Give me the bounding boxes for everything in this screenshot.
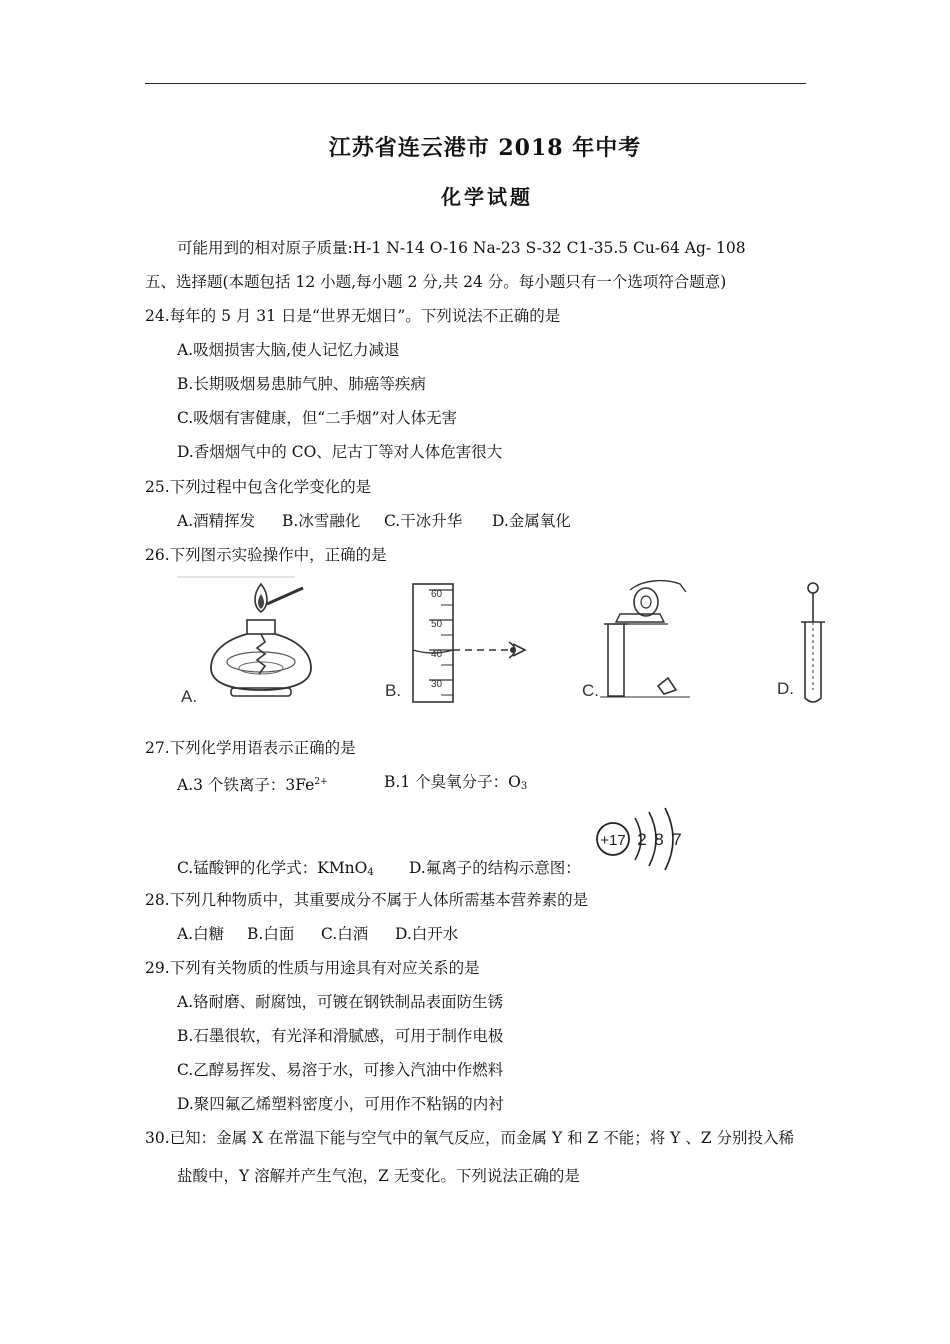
q24-option-a: A.吸烟损害大脑,使人记忆力减退	[177, 341, 400, 359]
header-rule	[145, 83, 806, 84]
q26-stem: 26.下列图示实验操作中，正确的是	[145, 546, 387, 564]
q24-option-c: C.吸烟有害健康，但“二手烟”对人体无害	[177, 409, 458, 427]
q28-options	[177, 924, 458, 944]
nucleus-charge: +17	[600, 832, 626, 849]
q29-stem: 29.下列有关物质的性质与用途具有对应关系的是	[145, 959, 480, 977]
cylinder-tick-40: 40	[431, 649, 443, 660]
q28-option-b: B.白面	[247, 925, 295, 943]
atomic-masses: 可能用到的相对原子质量:H-1 N-14 O-16 Na-23 S-32 C1-35.5 Cu-64 Ag- 108	[177, 239, 746, 257]
q29-option-c: C.乙醇易挥发、易溶于水，可掺入汽油中作燃料	[177, 1061, 504, 1079]
q27-option-b	[384, 772, 527, 797]
q25-option-b: B.冰雪融化	[282, 512, 361, 530]
q27-option-b-subscript: 3	[520, 781, 528, 792]
shell-1-electrons: 2	[637, 830, 647, 849]
q24-option-b: B.长期吸烟易患肺气肿、肺癌等疾病	[177, 375, 426, 393]
q25-option-d: D.金属氧化	[492, 512, 571, 530]
fluorine-ion-structure-diagram	[593, 804, 693, 874]
q27-stem: 27.下列化学用语表示正确的是	[145, 739, 356, 757]
q26-label-c: C.	[582, 681, 599, 700]
q25-option-a: A.酒精挥发	[177, 512, 256, 530]
q28-option-d: D.白开水	[395, 925, 459, 943]
q30-stem-continued: 盐酸中，Y 溶解并产生气泡，Z 无变化。下列说法正确的是	[177, 1167, 580, 1185]
q28-option-c: C.白酒	[321, 925, 369, 943]
q27-option-a-charge: 2+	[314, 777, 328, 787]
q26-label-d: D.	[777, 679, 794, 698]
q28-stem: 28.下列几种物质中，其重要成分不属于人体所需基本营养素的是	[145, 891, 589, 909]
shell-2-electrons: 8	[654, 830, 664, 849]
cylinder-tick-50: 50	[431, 619, 443, 630]
q24-option-d: D.香烟烟气中的 CO、尼古丁等对人体危害很大	[177, 443, 503, 461]
q26-label-b: B.	[385, 681, 402, 700]
q25-options	[177, 511, 571, 531]
cylinder-tick-60: 60	[431, 589, 443, 600]
q25-stem: 25.下列过程中包含化学变化的是	[145, 478, 372, 496]
section-heading: 五、选择题(本题包括 12 小题,每小题 2 分,共 24 分。每小题只有一个选项符合题意)	[145, 273, 727, 291]
q27-option-a-text: A.3 个铁离子：3Fe	[177, 776, 315, 794]
q26-label-a: A.	[181, 687, 198, 706]
q29-option-a: A.铬耐磨、耐腐蚀，可镀在钢铁制品表面防生锈	[177, 993, 504, 1011]
q24-stem: 24.每年的 5 月 31 日是“世界无烟日”。下列说法不正确的是	[145, 307, 561, 325]
q27-option-c-subscript: 4	[367, 867, 374, 878]
shell-3-electrons: 7	[672, 830, 682, 849]
cylinder-tick-30: 30	[431, 679, 443, 690]
exam-title: 江苏省连云港市 2018 年中考	[328, 135, 642, 161]
q27-option-c-text: C.锰酸钾的化学式：KMnO	[177, 859, 368, 877]
q27-option-c	[177, 858, 374, 883]
q30-stem: 30.已知：金属 X 在常温下能与空气中的氧气反应，而金属 Y 和 Z 不能；将 Y 、Z 分别投入稀	[145, 1129, 795, 1147]
q29-option-b: B.石墨很软，有光泽和滑腻感，可用于制作电极	[177, 1027, 504, 1045]
q25-option-c: C.干冰升华	[384, 512, 463, 530]
q26-figure-b-graduated-cylinder	[385, 580, 535, 710]
q27-option-b-text: B.1 个臭氧分子：O	[384, 773, 521, 791]
q26-figure-a-alcohol-lamp	[175, 576, 315, 706]
q28-option-a: A.白糖	[177, 925, 225, 943]
exam-subtitle: 化学试题	[441, 185, 533, 209]
q29-option-d: D.聚四氟乙烯塑料密度小，可用作不粘锅的内衬	[177, 1095, 504, 1113]
q26-figure-c-test-tube	[580, 578, 700, 708]
q27-option-d: D.氟离子的结构示意图：	[409, 859, 581, 877]
q26-figure-d-dropper	[775, 578, 835, 708]
q27-option-a	[177, 772, 328, 795]
